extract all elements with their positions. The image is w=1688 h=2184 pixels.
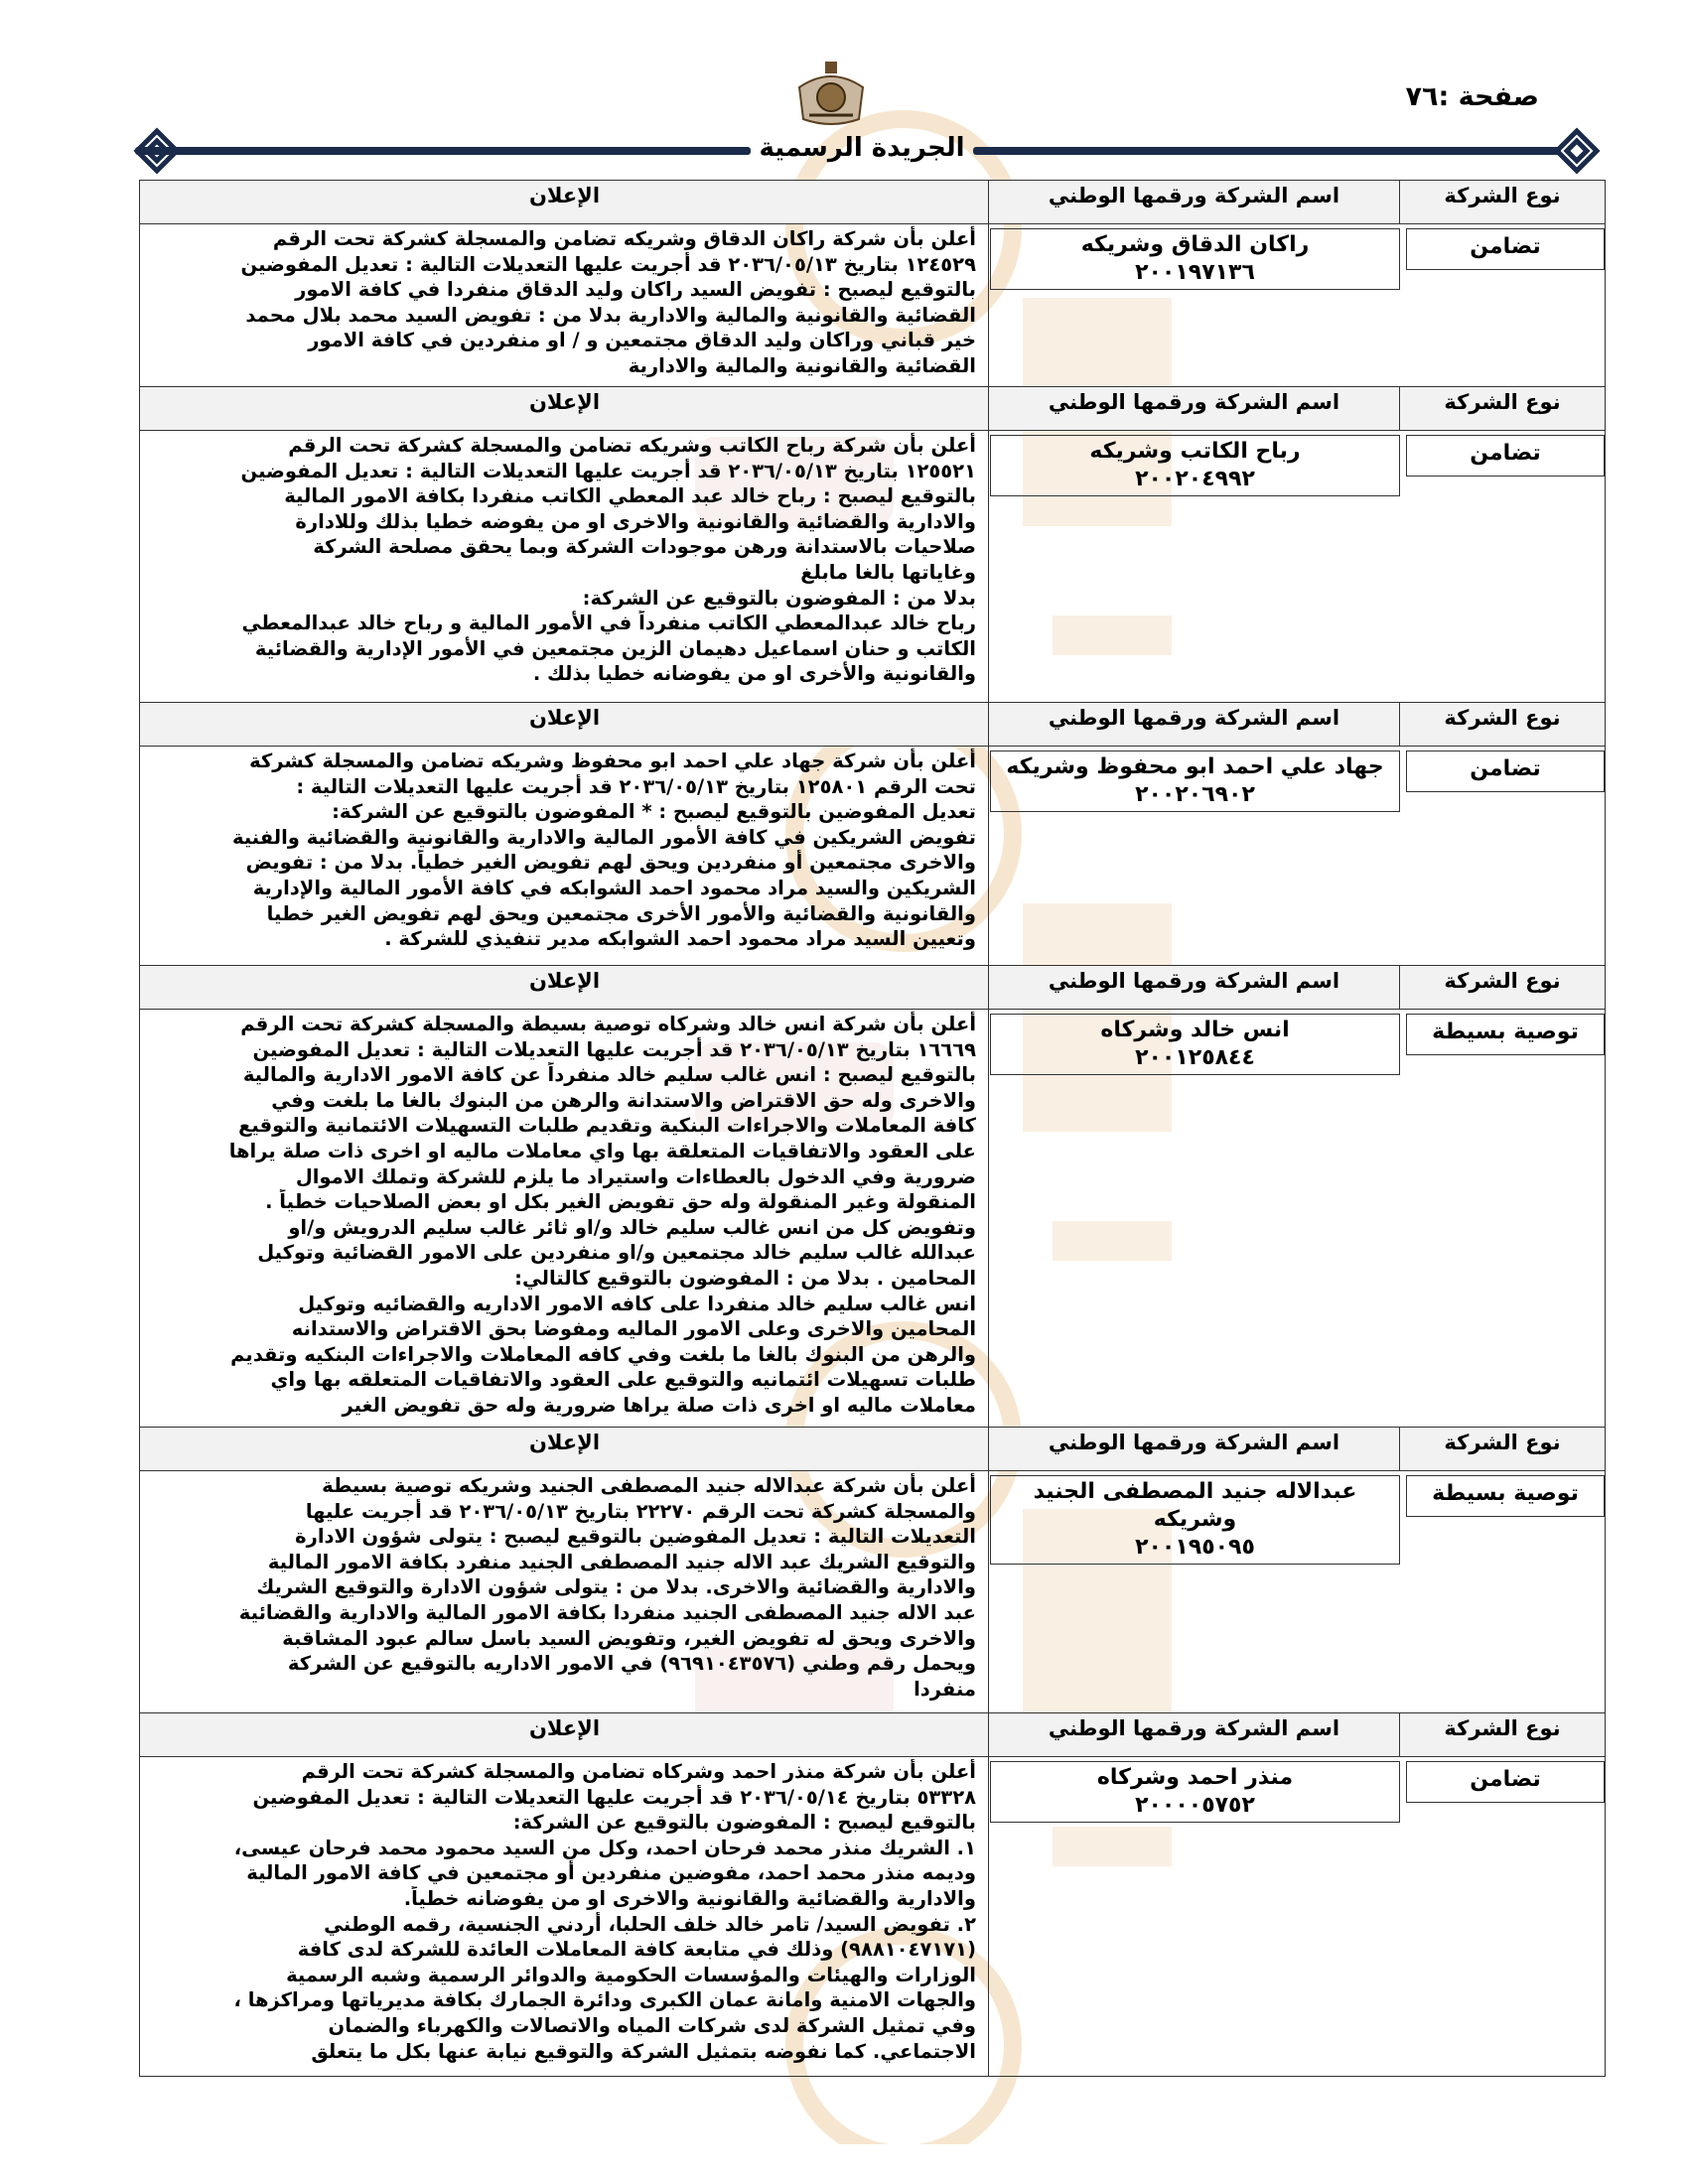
ornament-knot-right-icon [1551, 127, 1603, 175]
table-row [139, 1010, 1606, 1427]
notice-text: أعلن بأن شركة جهاد علي احمد ابو محفوظ وشريكه تضامن والمسجلة كشركة تحت الرقم ١٢٥٨٠١ بتاريخ ٢٠٣٦/٠٥/١٣ قد أجريت عليها التعديلات التالية : تعديل المفوضين بالتوقيع ليصبح : * المفوضون بالتوقيع عن الشركة: تفويض الشريكين في كافة الأمور المالية والادارية والقانونية والقضائية والفنية والاخرى مجتمعين أو منفردين ويحق لهم تفويض الغير خطياً. بدلا من : تفويض الشريكين والسيد مراد محمود احمد الشوابكه في كافة الأمور المالية والإدارية والقانونية والقضائية والأمور الأخرى مجتمعين ويحق لهم تفويض الغير خطيا وتعيين السيد مراد محمود احمد الشوابكه مدير تنفيذي للشركة . [232, 750, 976, 951]
notice-text: أعلن بأن شركة انس خالد وشركاه توصية بسيطة والمسجلة كشركة تحت الرقم ١٦٦٦٩ بتاريخ ٢٠٣٦/٠٥/١٣ قد أجريت عليها التعديلات التالية : تعديل المفوضين بالتوقيع ليصبح : انس غالب سليم خالد منفرداً عن كافة الامور الادارية والمالية والاخرى وله حق الاقتراض والاستدانة والرهن من البنوك بالغا ما بلغت وفي كافة المعاملات والاجراءات البنكية وتقديم طلبات التسهيلات الائتمانية والتوقيع على العقود والاتفاقيات المتعلقة بها واي معاملات ماليه او اخرى ذات صلة يراها ضرورية وفي الدخول بالعطاءات واستيراد ما يلزم للشركة وتملك الاموال المنقولة وغير المنقولة وله حق تفويض الغير بكل او بعض الصلاحيات خطياً . وتفويض كل من انس غالب سليم خالد و/او ثائر غالب سليم الدرويش و/او عبدالله غالب سليم خالد مجتمعين و/او منفردين على الامور القضائية وتوكيل المحامين . بدلا من : المفوضون بالتوقيع كالتالي: انس غالب سليم خالد منفردا على كافه الامور الاداريه والقضائيه وتوكيل المحامين والاخرى وعلى الامور الماليه ومفوضا بحق الاقتراض والاستدانه والرهن من البنوك بالغا ما بلغت وفي كافه المعاملات والاجراءات البنكيه وتقديم طلبات تسهيلات ائتمانيه والتوقيع على العقود والاتفاقيات المتعلقه بها واي معاملات ماليه او اخرى ذات صلة يراها ضرورية وله حق تفويض الغير [228, 1013, 976, 1417]
header-company-name: اسم الشركة ورقمها الوطني [988, 181, 1400, 224]
header-company-type: نوع الشركة [1444, 1431, 1561, 1454]
header-company-name: اسم الشركة ورقمها الوطني [988, 387, 1400, 431]
header-company-type: نوع الشركة [1444, 706, 1561, 730]
header-company-type: نوع الشركة [1444, 184, 1561, 207]
royal-crest-emblem [789, 58, 873, 129]
company-type: توصية بسيطة [1406, 1475, 1605, 1517]
company-name: عبدالاله جنيد المصطفى الجنيد وشريكه ٢٠٠١٩٥٠٩٥ [990, 1475, 1400, 1565]
header-rule-left [135, 147, 751, 155]
table-header-row [139, 965, 1606, 1010]
company-name: جهاد علي احمد ابو محفوظ وشريكه ٢٠٠٢٠٦٩٠٢ [990, 751, 1400, 812]
table-header-row [139, 1712, 1606, 1757]
header-company-type: نوع الشركة [1444, 390, 1561, 414]
header-notice: الإعلان [528, 969, 601, 993]
header-company-name: اسم الشركة ورقمها الوطني [988, 1713, 1400, 1757]
header-notice: الإعلان [528, 706, 601, 730]
notice-text: أعلن بأن شركة عبدالاله جنيد المصطفى الجنيد وشريكه توصية بسيطة والمسجلة كشركة تحت الرقم ٢٢٢٧٠ بتاريخ ٢٠٣٦/٠٥/١٣ قد أجريت عليها التعديلات التالية : تعديل المفوضين بالتوقيع ليصبح : يتولى شؤون الادارة والتوقيع الشريك عبد الاله جنيد المصطفى الجنيد منفرد بكافة الامور المالية والادارية والقضائية والاخرى. بدلا من : يتولى شؤون الادارة والتوقيع الشريك عبد الاله جنيد المصطفى الجنيد منفردا بكافة الامور المالية والادارية والقضائية والاخرى ويحق له تفويض الغير، وتفويض السيد باسل سالم عبود المشاقبة ويحمل رقم وطني (٩٦٩١٠٤٣٥٧٦) في الامور الاداريه بالتوقيع عن الشركة منفردا [238, 1474, 976, 1701]
company-name: منذر احمد وشركاه ٢٠٠٠٠٥٧٥٢ [990, 1761, 1400, 1823]
table-row [139, 431, 1606, 702]
header-company-type: نوع الشركة [1444, 1716, 1561, 1740]
table-row [139, 747, 1606, 965]
company-name: رباح الكاتب وشريكه ٢٠٠٢٠٤٩٩٢ [990, 435, 1400, 496]
notice-text: أعلن بأن شركة رباح الكاتب وشريكه تضامن والمسجلة كشركة تحت الرقم ١٢٥٥٢١ بتاريخ ٢٠٣٦/٠٥/١٣ قد أجريت عليها التعديلات التالية : تعديل المفوضين بالتوقيع ليصبح : رباح خالد عبد المعطي الكاتب منفردا بكافة الامور المالية والادارية والقضائية والقانونية والاخرى او من يفوضه خطيا بذلك وللادارة صلاحيات بالاستدانة ورهن موجودات الشركة وبما يحقق مصلحة الشركة وغاياتها بالغا مابلغ بدلا من : المفوضون بالتوقيع عن الشركة: رباح خالد عبدالمعطي الكاتب منفرداً في الأمور المالية و رباح خالد عبدالمعطي الكاتب و حنان اسماعيل دهيمان الزين مجتمعين في الأمور الإدارية والقضائية والقانونية والأخرى او من يفوضانه خطيا بذلك . [240, 434, 976, 686]
company-type: تضامن [1406, 228, 1605, 270]
table-row [139, 1757, 1606, 2077]
table-header-row [139, 386, 1606, 431]
company-name: انس خالد وشركاه ٢٠٠١٢٥٨٤٤ [990, 1014, 1400, 1075]
table-header-row [139, 180, 1606, 224]
page-number: صفحة :٧٦ [1405, 81, 1539, 112]
notice-text: أعلن بأن شركة منذر احمد وشركاه تضامن والمسجلة كشركة تحت الرقم ٥٣٣٢٨ بتاريخ ٢٠٣٦/٠٥/١٤ قد أجريت عليها التعديلات التالية : تعديل المفوضين بالتوقيع ليصبح : المفوضون بالتوقيع عن الشركة: ١. الشريك منذر محمد فرحان احمد، وكل من السيد محمود محمد فرحان عيسى، وديمه منذر محمد احمد، مفوضين منفردين أو مجتمعين في كافة الامور المالية والادارية والقضائية والقانونية والاخرى او من يفوضانه خطياً. ٢. تفويض السيد/ تامر خالد خلف الحلبا، أردني الجنسية، رقمه الوطني (٩٨٨١٠٤٧١٧١) وذلك في متابعة كافة المعاملات العائدة للشركة لدى كافة الوزارات والهيئات والمؤسسات الحكومية والدوائر الرسمية وشبه الرسمية والجهات الامنية وامانة عمان الكبرى ودائرة الجمارك بكافة مديرياتها ومراكزها ، وفي تمثيل الشركة لدى شركات المياه والاتصالات والكهرباء والضمان الاجتماعي. كما نفوضه بتمثيل الشركة والتوقيع نيابة عنها بكل ما يتعلق [233, 1760, 976, 2063]
table-header-row [139, 702, 1606, 747]
table-header-row [139, 1427, 1606, 1471]
company-type: تضامن [1406, 1761, 1605, 1803]
table-row [139, 224, 1606, 386]
company-name: راكان الدقاق وشريكه ٢٠٠١٩٧١٣٦ [990, 228, 1400, 290]
header-company-name: اسم الشركة ورقمها الوطني [988, 1428, 1400, 1471]
gazette-title: الجريدة الرسمية [759, 133, 965, 163]
header-company-type: نوع الشركة [1444, 969, 1561, 993]
company-announcements-table [139, 180, 1606, 2077]
notice-text: أعلن بأن شركة راكان الدقاق وشريكه تضامن والمسجلة كشركة تحت الرقم ١٢٤٥٢٩ بتاريخ ٢٠٣٦/٠٥/١٣ قد أجريت عليها التعديلات التالية : تعديل المفوضين بالتوقيع ليصبح : تفويض السيد راكان وليد الدقاق منفردا في كافة الامور القضائية والقانونية والمالية والادارية بدلا من : تفويض السيد محمد بلال محمد خير قباني وراكان وليد الدقاق مجتمعين و / او منفردين في كافة الامور القضائية والقانونية والمالية والادارية [240, 227, 976, 377]
header-notice: الإعلان [528, 1431, 601, 1454]
header-notice: الإعلان [528, 390, 601, 414]
table-row [139, 1471, 1606, 1712]
header-company-name: اسم الشركة ورقمها الوطني [988, 966, 1400, 1010]
header-notice: الإعلان [528, 1716, 601, 1740]
header-company-name: اسم الشركة ورقمها الوطني [988, 703, 1400, 747]
company-type: تضامن [1406, 435, 1605, 477]
company-type: توصية بسيطة [1406, 1014, 1605, 1055]
header-notice: الإعلان [528, 184, 601, 207]
header-rule-right [973, 147, 1561, 155]
company-type: تضامن [1406, 751, 1605, 792]
